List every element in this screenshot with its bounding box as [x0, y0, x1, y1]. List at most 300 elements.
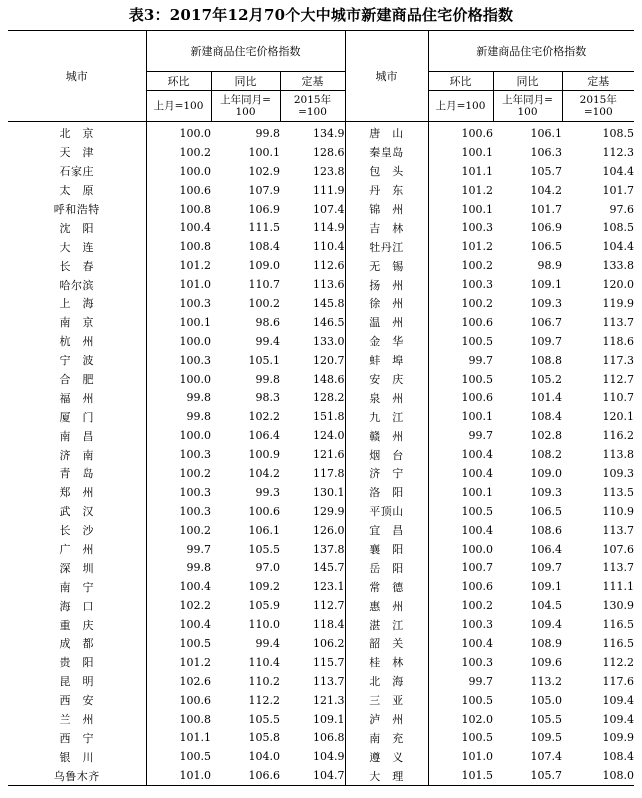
left-city-cell: 乌鲁木齐 [53, 769, 100, 783]
right-city-cell: 南 充 [345, 729, 428, 748]
left-mom-cell: 100.2 [146, 521, 211, 540]
table-row [8, 596, 634, 615]
left-base-cell: 121.6 [313, 448, 345, 462]
right-mom-cell: 100.3 [428, 218, 493, 237]
left-base-cell: 123.8 [313, 164, 345, 178]
left-yoy-cell: 99.4 [255, 636, 280, 650]
left-base-cell: 146.5 [313, 315, 345, 329]
left-base-cell: 148.6 [313, 372, 345, 386]
right-yoy-cell: 109.1 [530, 278, 562, 292]
right-mom-cell: 101.1 [428, 162, 493, 181]
table-row [8, 313, 634, 332]
left-yoy-cell: 110.7 [248, 278, 280, 292]
right-mom-cell: 100.6 [428, 388, 493, 407]
table-row [8, 766, 634, 785]
right-mom-cell: 99.7 [428, 672, 493, 691]
left-yoy-cell: 98.6 [255, 315, 280, 329]
left-base-cell: 120.7 [313, 353, 345, 367]
table-row [8, 407, 634, 426]
right-yoy-cell: 108.9 [530, 636, 562, 650]
table-row [8, 143, 634, 162]
left-mom-cell: 100.0 [146, 426, 211, 445]
right-base-sub: 2015年 =100 [562, 91, 634, 122]
right-yoy-cell: 109.3 [530, 485, 562, 499]
left-mom-cell: 100.2 [146, 143, 211, 162]
left-base-cell: 124.0 [313, 429, 345, 443]
right-city-cell: 安 庆 [345, 370, 428, 389]
left-mom-cell: 100.8 [146, 200, 211, 219]
right-base-cell: 113.5 [602, 485, 635, 499]
left-city-cell: 长 沙 [59, 524, 94, 538]
left-yoy-cell: 105.1 [248, 353, 280, 367]
right-city-cell: 扬 州 [345, 275, 428, 294]
right-city-cell: 岳 阳 [345, 558, 428, 577]
right-city-cell: 北 海 [345, 672, 428, 691]
right-yoy-cell: 106.7 [530, 315, 562, 329]
left-base-cell: 145.8 [313, 296, 345, 310]
left-city-cell: 武 汉 [59, 505, 94, 519]
right-base-cell: 117.3 [602, 353, 635, 367]
right-city-cell: 大 理 [345, 766, 428, 785]
left-base-cell: 106.2 [313, 636, 345, 650]
table-row [8, 426, 634, 445]
right-base-cell: 133.8 [602, 259, 635, 273]
left-mom-cell: 100.4 [146, 577, 211, 596]
right-yoy-cell: 106.9 [530, 221, 562, 235]
table-row [8, 615, 634, 634]
left-base-cell: 128.6 [313, 145, 345, 159]
right-mom-cell: 100.2 [428, 294, 493, 313]
left-mom-cell: 100.1 [146, 313, 211, 332]
left-yoy-cell: 100.6 [248, 504, 280, 518]
right-mom-cell: 100.1 [428, 483, 493, 502]
right-city-cell: 无 锡 [345, 256, 428, 275]
left-city-cell: 重 庆 [59, 618, 94, 632]
right-yoy-cell: 105.0 [530, 693, 562, 707]
left-yoy-cell: 108.4 [248, 240, 280, 254]
right-mom-cell: 102.0 [428, 710, 493, 729]
right-base-cell: 104.4 [602, 164, 635, 178]
left-city-cell: 杭 州 [59, 335, 94, 349]
right-base-cell: 116.5 [602, 636, 635, 650]
left-city-cell: 上 海 [59, 297, 94, 311]
table-row [8, 747, 634, 766]
left-base-sub: 2015年 =100 [280, 91, 345, 122]
left-city-header: 城市 [8, 31, 146, 122]
right-yoy-cell: 109.4 [530, 618, 562, 632]
right-city-cell: 丹 东 [345, 181, 428, 200]
table-row [8, 691, 634, 710]
left-yoy-cell: 104.0 [248, 750, 280, 764]
right-yoy-cell: 105.7 [530, 769, 562, 783]
left-base-cell: 104.7 [313, 769, 345, 783]
right-city-cell: 襄 阳 [345, 540, 428, 559]
left-yoy-cell: 105.8 [248, 731, 280, 745]
table-row [8, 275, 634, 294]
right-mom-cell: 100.3 [428, 615, 493, 634]
right-yoy-cell: 106.1 [530, 126, 562, 140]
right-base-cell: 109.3 [602, 466, 635, 480]
left-yoy-cell: 106.6 [248, 769, 280, 783]
left-yoy-header: 同比 [211, 72, 280, 91]
right-base-cell: 120.0 [602, 278, 635, 292]
right-base-cell: 113.8 [602, 448, 635, 462]
left-yoy-cell: 100.1 [248, 145, 280, 159]
left-city-cell: 石家庄 [59, 165, 94, 179]
left-base-cell: 112.6 [313, 259, 345, 273]
left-yoy-cell: 109.0 [248, 259, 280, 273]
right-base-cell: 113.7 [602, 523, 635, 537]
left-yoy-cell: 104.2 [248, 466, 280, 480]
left-base-cell: 134.9 [313, 126, 345, 140]
right-base-cell: 110.7 [602, 391, 635, 405]
table-row [8, 181, 634, 200]
right-base-cell: 108.0 [602, 769, 635, 783]
left-yoy-cell: 110.0 [248, 618, 280, 632]
left-mom-cell: 99.7 [146, 540, 211, 559]
right-mom-cell: 100.6 [428, 122, 493, 143]
left-city-cell: 南 京 [59, 316, 94, 330]
left-mom-cell: 101.0 [146, 275, 211, 294]
left-base-cell: 111.9 [313, 183, 345, 197]
left-mom-cell: 100.8 [146, 237, 211, 256]
left-mom-cell: 100.3 [146, 445, 211, 464]
left-city-cell: 南 昌 [59, 429, 94, 443]
left-yoy-cell: 99.8 [255, 372, 280, 386]
left-city-cell: 银 川 [59, 750, 94, 764]
left-city-cell: 哈尔滨 [59, 278, 94, 292]
right-base-cell: 104.4 [602, 240, 635, 254]
right-city-cell: 锦 州 [345, 200, 428, 219]
right-mom-sub: 上月=100 [428, 91, 493, 122]
left-base-cell: 129.9 [313, 504, 345, 518]
table-row [8, 332, 634, 351]
right-yoy-cell: 109.1 [530, 580, 562, 594]
right-city-cell: 温 州 [345, 313, 428, 332]
left-yoy-cell: 112.2 [248, 693, 280, 707]
left-yoy-cell: 99.4 [255, 334, 280, 348]
left-mom-sub: 上月=100 [146, 91, 211, 122]
left-base-header: 定基 [280, 72, 345, 91]
left-yoy-cell: 109.2 [248, 580, 280, 594]
left-base-cell: 151.8 [313, 410, 345, 424]
left-yoy-cell: 107.9 [248, 183, 280, 197]
left-mom-cell: 100.4 [146, 218, 211, 237]
right-base-cell: 118.6 [602, 334, 635, 348]
left-base-cell: 107.4 [313, 202, 345, 216]
right-base-cell: 116.2 [602, 429, 635, 443]
right-city-cell: 吉 林 [345, 218, 428, 237]
left-base-cell: 110.4 [313, 240, 345, 254]
left-mom-cell: 99.8 [146, 558, 211, 577]
right-base-cell: 101.7 [602, 183, 635, 197]
table-row [8, 672, 634, 691]
right-base-cell: 109.9 [602, 731, 635, 745]
right-yoy-cell: 101.4 [530, 391, 562, 405]
right-city-cell: 韶 关 [345, 634, 428, 653]
left-city-cell: 济 南 [59, 448, 94, 462]
right-city-cell: 蚌 埠 [345, 351, 428, 370]
left-base-cell: 113.7 [313, 674, 345, 688]
left-yoy-cell: 102.2 [248, 410, 280, 424]
right-mom-cell: 99.7 [428, 426, 493, 445]
table-header [8, 31, 634, 122]
left-mom-cell: 100.2 [146, 464, 211, 483]
right-city-cell: 牡丹江 [345, 237, 428, 256]
right-city-cell: 九 江 [345, 407, 428, 426]
right-yoy-cell: 109.5 [530, 731, 562, 745]
right-yoy-cell: 108.2 [530, 448, 562, 462]
left-mom-cell: 102.6 [146, 672, 211, 691]
right-mom-cell: 101.0 [428, 747, 493, 766]
left-city-cell: 呼和浩特 [53, 203, 100, 216]
right-mom-cell: 100.3 [428, 653, 493, 672]
right-mom-cell: 100.2 [428, 256, 493, 275]
right-yoy-cell: 113.2 [530, 674, 562, 688]
left-city-cell: 西 安 [59, 694, 94, 708]
right-yoy-cell: 108.8 [530, 353, 562, 367]
left-yoy-cell: 105.9 [248, 599, 280, 613]
right-base-cell: 108.5 [602, 221, 635, 235]
right-yoy-header: 同比 [493, 72, 562, 91]
right-yoy-cell: 107.4 [530, 750, 562, 764]
left-yoy-cell: 98.3 [255, 391, 280, 405]
right-city-cell: 包 头 [345, 162, 428, 181]
left-yoy-cell: 97.0 [255, 561, 280, 575]
left-base-cell: 109.1 [313, 712, 345, 726]
left-base-cell: 128.2 [313, 391, 345, 405]
left-city-cell: 太 原 [59, 184, 94, 198]
table-row [8, 370, 634, 389]
right-base-cell: 112.7 [602, 372, 635, 386]
right-yoy-cell: 105.2 [530, 372, 562, 386]
right-yoy-cell: 106.5 [530, 240, 562, 254]
table-row [8, 237, 634, 256]
right-yoy-cell: 105.5 [530, 712, 562, 726]
left-yoy-cell: 110.2 [248, 674, 280, 688]
right-base-cell: 112.2 [602, 655, 635, 669]
left-mom-cell: 101.0 [146, 766, 211, 785]
table-body [8, 122, 634, 786]
right-mom-cell: 101.5 [428, 766, 493, 785]
right-city-cell: 洛 阳 [345, 483, 428, 502]
right-yoy-cell: 101.7 [530, 202, 562, 216]
right-base-cell: 113.7 [602, 561, 635, 575]
table-row [8, 388, 634, 407]
left-mom-cell: 100.3 [146, 351, 211, 370]
left-city-cell: 福 州 [59, 391, 94, 405]
right-base-cell: 109.4 [602, 693, 635, 707]
table-row [8, 218, 634, 237]
left-base-cell: 145.7 [313, 561, 345, 575]
table-row [8, 483, 634, 502]
right-yoy-cell: 108.4 [530, 410, 562, 424]
right-base-cell: 117.6 [602, 674, 635, 688]
right-yoy-cell: 109.7 [530, 561, 562, 575]
right-city-cell: 宜 昌 [345, 521, 428, 540]
right-city-cell: 惠 州 [345, 596, 428, 615]
left-city-cell: 深 圳 [59, 561, 94, 575]
left-mom-cell: 101.2 [146, 256, 211, 275]
right-mom-cell: 100.1 [428, 407, 493, 426]
right-base-cell: 120.1 [602, 410, 635, 424]
left-mom-cell: 100.3 [146, 483, 211, 502]
left-city-cell: 长 春 [59, 259, 94, 273]
right-city-cell: 金 华 [345, 332, 428, 351]
table-row [8, 200, 634, 219]
left-base-cell: 104.9 [313, 750, 345, 764]
right-mom-cell: 101.2 [428, 237, 493, 256]
left-base-cell: 117.8 [313, 466, 345, 480]
table-row [8, 521, 634, 540]
left-city-cell: 厦 门 [59, 410, 94, 424]
right-city-cell: 湛 江 [345, 615, 428, 634]
left-city-cell: 昆 明 [59, 675, 94, 689]
left-yoy-cell: 111.5 [248, 221, 280, 235]
left-city-cell: 海 口 [59, 599, 94, 613]
left-base-cell: 112.7 [313, 599, 345, 613]
right-city-cell: 济 宁 [345, 464, 428, 483]
right-yoy-cell: 102.8 [530, 429, 562, 443]
left-city-cell: 沈 阳 [59, 221, 94, 235]
left-mom-cell: 100.8 [146, 710, 211, 729]
left-yoy-cell: 110.4 [248, 655, 280, 669]
left-yoy-cell: 100.2 [248, 296, 280, 310]
right-base-cell: 112.3 [602, 145, 635, 159]
left-mom-cell: 100.0 [146, 122, 211, 143]
table-row [8, 351, 634, 370]
right-city-cell: 泉 州 [345, 388, 428, 407]
left-yoy-sub: 上年同月= 100 [211, 91, 280, 122]
right-mom-header: 环比 [428, 72, 493, 91]
price-index-table [8, 30, 634, 786]
right-base-cell: 107.6 [602, 542, 635, 556]
right-yoy-cell: 104.5 [530, 599, 562, 613]
left-mom-cell: 100.5 [146, 634, 211, 653]
left-base-cell: 126.0 [313, 523, 345, 537]
right-yoy-cell: 109.0 [530, 466, 562, 480]
right-mom-cell: 100.3 [428, 275, 493, 294]
right-group-header: 新建商品住宅价格指数 [428, 31, 634, 72]
right-mom-cell: 100.5 [428, 729, 493, 748]
left-mom-cell: 100.6 [146, 691, 211, 710]
left-group-header: 新建商品住宅价格指数 [146, 31, 345, 72]
left-city-cell: 郑 州 [59, 486, 94, 500]
right-yoy-cell: 105.7 [530, 164, 562, 178]
left-yoy-cell: 99.8 [255, 126, 280, 140]
left-yoy-cell: 102.9 [248, 164, 280, 178]
left-mom-cell: 100.0 [146, 162, 211, 181]
left-city-cell: 贵 阳 [59, 656, 94, 670]
table-title: 表3：2017年12月70个大中城市新建商品住宅价格指数 [128, 6, 514, 24]
right-mom-cell: 100.5 [428, 502, 493, 521]
left-city-cell: 北 京 [59, 127, 94, 141]
right-mom-cell: 100.2 [428, 596, 493, 615]
table-row [8, 464, 634, 483]
right-mom-cell: 100.7 [428, 558, 493, 577]
table-row [8, 729, 634, 748]
left-city-cell: 成 都 [59, 637, 94, 651]
right-base-cell: 108.4 [602, 750, 635, 764]
right-base-cell: 109.4 [602, 712, 635, 726]
table-row [8, 162, 634, 181]
right-base-cell: 116.5 [602, 618, 635, 632]
left-city-cell: 西 宁 [59, 731, 94, 745]
left-base-cell: 114.9 [313, 221, 345, 235]
right-city-cell: 常 德 [345, 577, 428, 596]
left-mom-cell: 99.8 [146, 388, 211, 407]
right-yoy-cell: 109.7 [530, 334, 562, 348]
right-yoy-cell: 109.6 [530, 655, 562, 669]
right-mom-cell: 100.5 [428, 691, 493, 710]
right-base-cell: 111.1 [602, 580, 635, 594]
right-city-cell: 烟 台 [345, 445, 428, 464]
left-mom-cell: 102.2 [146, 596, 211, 615]
table-row [8, 710, 634, 729]
left-yoy-cell: 106.9 [248, 202, 280, 216]
right-yoy-cell: 106.5 [530, 504, 562, 518]
left-mom-cell: 100.3 [146, 294, 211, 313]
left-mom-header: 环比 [146, 72, 211, 91]
right-city-cell: 唐 山 [345, 122, 428, 143]
right-mom-cell: 100.1 [428, 143, 493, 162]
right-city-cell: 赣 州 [345, 426, 428, 445]
left-city-cell: 宁 波 [59, 354, 94, 368]
right-yoy-cell: 104.2 [530, 183, 562, 197]
table-row [8, 577, 634, 596]
right-city-cell: 三 亚 [345, 691, 428, 710]
right-city-cell: 平顶山 [345, 502, 428, 521]
right-city-cell: 泸 州 [345, 710, 428, 729]
right-mom-cell: 100.5 [428, 370, 493, 389]
table-row [8, 445, 634, 464]
right-yoy-cell: 108.6 [530, 523, 562, 537]
left-yoy-cell: 105.5 [248, 712, 280, 726]
right-city-cell: 徐 州 [345, 294, 428, 313]
left-mom-cell: 100.5 [146, 747, 211, 766]
left-yoy-cell: 100.9 [248, 448, 280, 462]
left-mom-cell: 99.8 [146, 407, 211, 426]
left-mom-cell: 100.6 [146, 181, 211, 200]
table-row [8, 634, 634, 653]
left-city-cell: 兰 州 [59, 713, 94, 727]
left-base-cell: 133.0 [313, 334, 345, 348]
left-mom-cell: 100.0 [146, 332, 211, 351]
table-row [8, 540, 634, 559]
right-yoy-sub: 上年同月= 100 [493, 91, 562, 122]
left-city-cell: 大 连 [59, 240, 94, 254]
right-mom-cell: 100.6 [428, 577, 493, 596]
right-city-cell: 秦皇岛 [345, 143, 428, 162]
right-mom-cell: 100.4 [428, 521, 493, 540]
left-yoy-cell: 106.1 [248, 523, 280, 537]
right-mom-cell: 100.4 [428, 464, 493, 483]
right-mom-cell: 100.5 [428, 332, 493, 351]
right-mom-cell: 100.4 [428, 634, 493, 653]
left-city-cell: 南 宁 [59, 580, 94, 594]
left-city-cell: 广 州 [59, 543, 94, 557]
left-base-cell: 118.4 [313, 618, 345, 632]
right-mom-cell: 100.4 [428, 445, 493, 464]
left-mom-cell: 101.1 [146, 729, 211, 748]
right-mom-cell: 100.6 [428, 313, 493, 332]
right-base-cell: 97.6 [609, 202, 635, 216]
left-base-cell: 130.1 [313, 485, 345, 499]
left-base-cell: 113.6 [313, 278, 345, 292]
right-yoy-cell: 106.3 [530, 145, 562, 159]
table-row [8, 256, 634, 275]
right-base-cell: 110.9 [602, 504, 635, 518]
